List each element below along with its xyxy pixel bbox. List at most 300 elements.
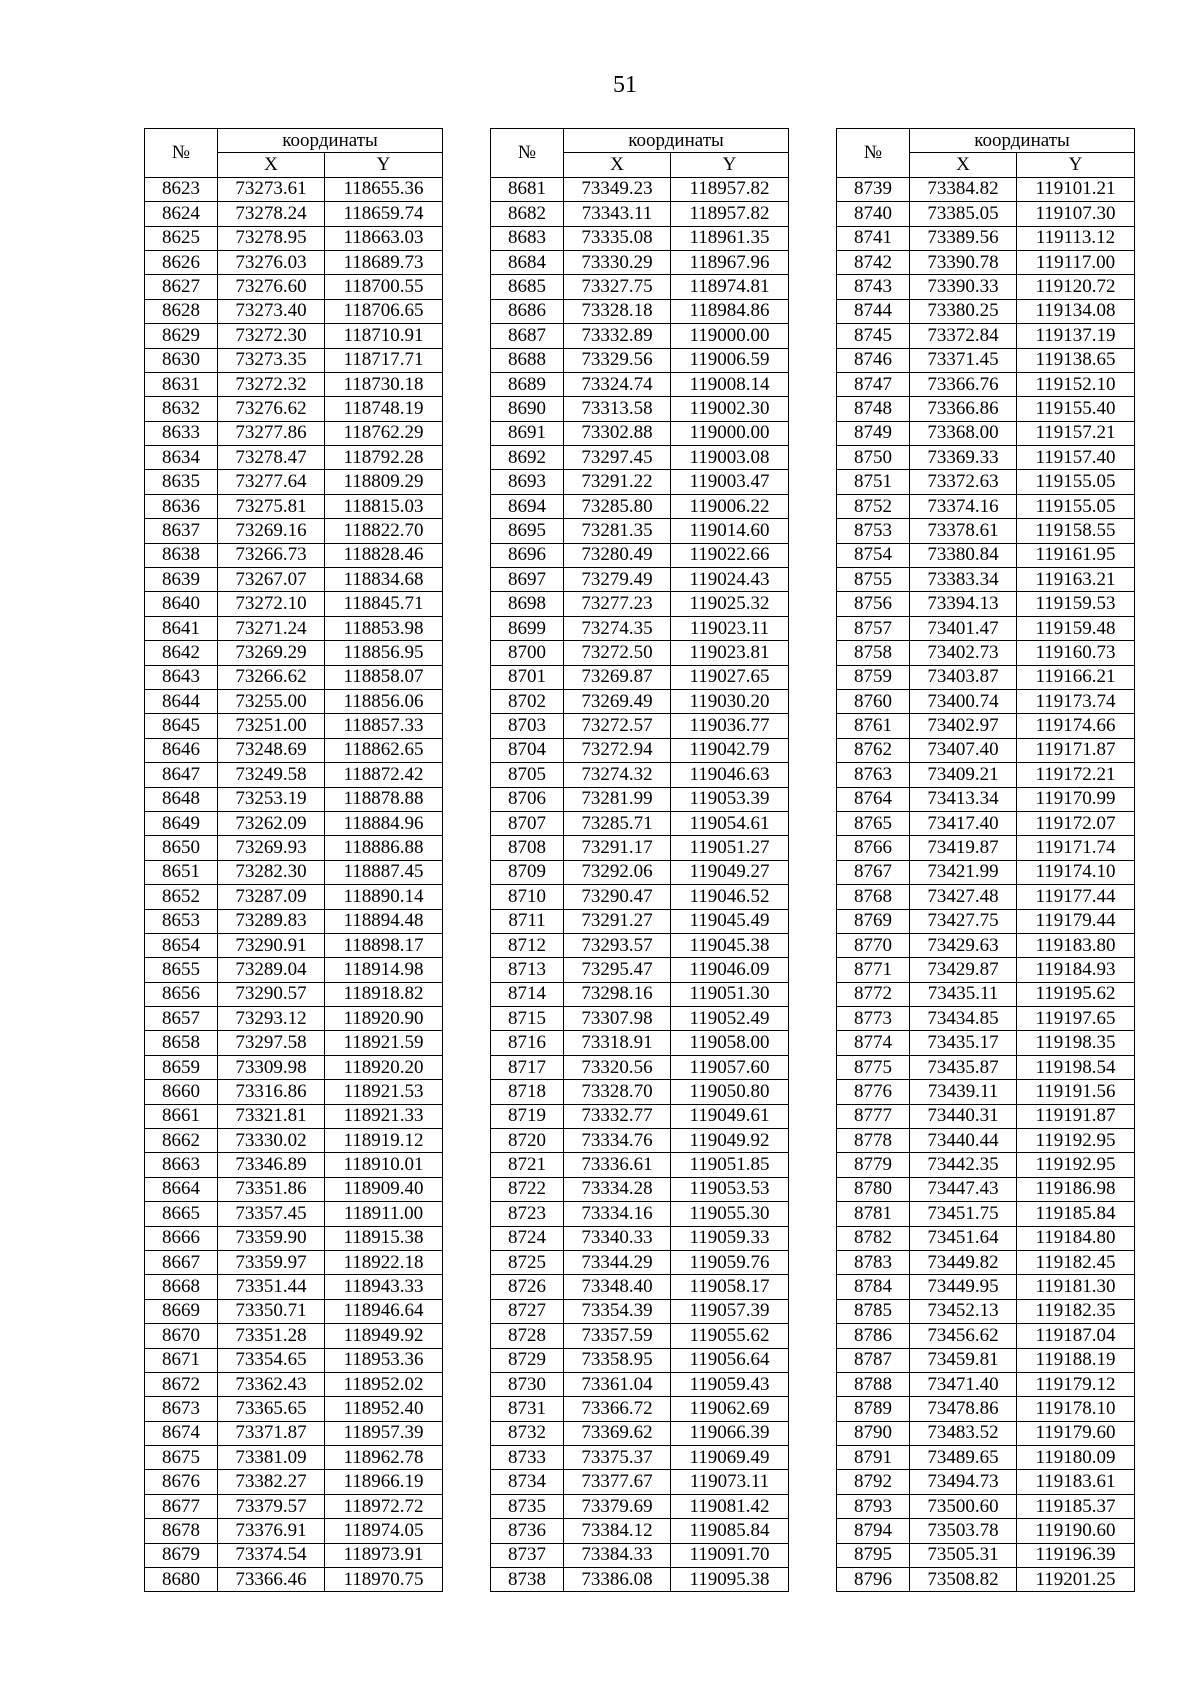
- table-row: [491, 885, 789, 909]
- x-coordinate-cell: 73275.81: [218, 494, 325, 518]
- y-coordinate-cell: 118890.14: [325, 885, 443, 909]
- y-coordinate-cell: 119184.93: [1017, 958, 1135, 982]
- point-number-cell: 8633: [145, 421, 218, 445]
- point-number-cell: 8671: [145, 1348, 218, 1372]
- y-coordinate-cell: 119051.27: [671, 836, 789, 860]
- table-row: [837, 1470, 1135, 1494]
- y-coordinate-cell: 118717.71: [325, 348, 443, 372]
- y-coordinate-cell: 118970.75: [325, 1568, 443, 1592]
- point-number-cell: 8788: [837, 1372, 910, 1396]
- point-number-cell: 8667: [145, 1250, 218, 1274]
- y-coordinate-cell: 119161.95: [1017, 543, 1135, 567]
- point-number-cell: 8709: [491, 860, 564, 884]
- x-coordinate-cell: 73289.04: [218, 958, 325, 982]
- y-coordinate-cell: 119014.60: [671, 519, 789, 543]
- point-number-cell: 8676: [145, 1470, 218, 1494]
- x-coordinate-cell: 73449.95: [910, 1275, 1017, 1299]
- point-number-cell: 8662: [145, 1129, 218, 1153]
- y-coordinate-cell: 119052.49: [671, 1007, 789, 1031]
- table-row: [145, 226, 443, 250]
- point-number-cell: 8777: [837, 1104, 910, 1128]
- point-number-cell: 8651: [145, 860, 218, 884]
- y-coordinate-cell: 119066.39: [671, 1421, 789, 1445]
- x-coordinate-cell: 73403.87: [910, 665, 1017, 689]
- point-number-cell: 8704: [491, 738, 564, 762]
- point-number-cell: 8757: [837, 616, 910, 640]
- table-row: [491, 1177, 789, 1201]
- coordinates-header: координаты: [564, 129, 789, 153]
- coordinates-table-1: [144, 128, 443, 1592]
- x-coordinate-cell: 73249.58: [218, 763, 325, 787]
- x-coordinate-cell: 73290.57: [218, 982, 325, 1006]
- table-row: [491, 1104, 789, 1128]
- point-number-cell: 8758: [837, 641, 910, 665]
- x-coordinate-cell: 73346.89: [218, 1153, 325, 1177]
- table-row: [491, 1348, 789, 1372]
- x-coordinate-cell: 73427.48: [910, 885, 1017, 909]
- table-row: [491, 616, 789, 640]
- y-coordinate-cell: 118920.20: [325, 1055, 443, 1079]
- table-row: [491, 982, 789, 1006]
- table-row: [491, 1080, 789, 1104]
- y-coordinate-cell: 119025.32: [671, 592, 789, 616]
- y-coordinate-cell: 119000.00: [671, 324, 789, 348]
- table-row: [145, 933, 443, 957]
- y-coordinate-cell: 118700.55: [325, 275, 443, 299]
- table-row: [491, 1007, 789, 1031]
- x-coordinate-cell: 73361.04: [564, 1372, 671, 1396]
- table-row: [145, 787, 443, 811]
- coordinates-table-2: [490, 128, 789, 1592]
- table-row: [145, 568, 443, 592]
- table-row: [145, 738, 443, 762]
- x-coordinate-cell: 73366.72: [564, 1397, 671, 1421]
- x-coordinate-cell: 73407.40: [910, 738, 1017, 762]
- y-coordinate-cell: 119166.21: [1017, 665, 1135, 689]
- point-number-cell: 8668: [145, 1275, 218, 1299]
- table-row: [145, 1153, 443, 1177]
- y-coordinate-cell: 119053.39: [671, 787, 789, 811]
- y-coordinate-cell: 119058.00: [671, 1031, 789, 1055]
- y-coordinate-cell: 119179.12: [1017, 1372, 1135, 1396]
- x-coordinate-cell: 73248.69: [218, 738, 325, 762]
- point-number-cell: 8773: [837, 1007, 910, 1031]
- y-coordinate-cell: 118878.88: [325, 787, 443, 811]
- point-number-cell: 8661: [145, 1104, 218, 1128]
- point-number-cell: 8744: [837, 299, 910, 323]
- y-coordinate-cell: 118689.73: [325, 250, 443, 274]
- y-coordinate-cell: 119185.84: [1017, 1202, 1135, 1226]
- y-coordinate-cell: 119059.76: [671, 1250, 789, 1274]
- point-number-cell: 8728: [491, 1324, 564, 1348]
- point-number-cell: 8734: [491, 1470, 564, 1494]
- x-header: X: [910, 153, 1017, 177]
- table-row: [145, 299, 443, 323]
- x-coordinate-cell: 73362.43: [218, 1372, 325, 1396]
- y-coordinate-cell: 119046.09: [671, 958, 789, 982]
- table-row: [837, 738, 1135, 762]
- point-number-cell: 8697: [491, 568, 564, 592]
- point-number-cell: 8675: [145, 1446, 218, 1470]
- table-row: [837, 446, 1135, 470]
- x-coordinate-cell: 73313.58: [564, 397, 671, 421]
- point-number-cell: 8691: [491, 421, 564, 445]
- y-coordinate-cell: 118911.00: [325, 1202, 443, 1226]
- y-coordinate-cell: 119073.11: [671, 1470, 789, 1494]
- x-coordinate-cell: 73255.00: [218, 689, 325, 713]
- point-number-cell: 8772: [837, 982, 910, 1006]
- x-coordinate-cell: 73435.17: [910, 1031, 1017, 1055]
- y-coordinate-cell: 119138.65: [1017, 348, 1135, 372]
- x-coordinate-cell: 73374.54: [218, 1543, 325, 1567]
- point-number-cell: 8714: [491, 982, 564, 1006]
- y-coordinate-cell: 118792.28: [325, 446, 443, 470]
- table-row: [491, 1299, 789, 1323]
- point-number-cell: 8689: [491, 372, 564, 396]
- y-coordinate-cell: 119022.66: [671, 543, 789, 567]
- y-coordinate-cell: 119173.74: [1017, 689, 1135, 713]
- point-number-cell: 8699: [491, 616, 564, 640]
- y-coordinate-cell: 118921.33: [325, 1104, 443, 1128]
- table-row: [145, 1299, 443, 1323]
- x-coordinate-cell: 73489.65: [910, 1446, 1017, 1470]
- table-row: [491, 568, 789, 592]
- point-number-cell: 8687: [491, 324, 564, 348]
- x-coordinate-cell: 73378.61: [910, 519, 1017, 543]
- x-coordinate-cell: 73278.47: [218, 446, 325, 470]
- point-number-cell: 8752: [837, 494, 910, 518]
- table-row: [491, 1055, 789, 1079]
- y-coordinate-cell: 119000.00: [671, 421, 789, 445]
- table-row: [837, 1299, 1135, 1323]
- y-coordinate-cell: 119006.22: [671, 494, 789, 518]
- y-coordinate-cell: 118974.81: [671, 275, 789, 299]
- y-coordinate-cell: 119152.10: [1017, 372, 1135, 396]
- point-number-cell: 8652: [145, 885, 218, 909]
- y-coordinate-cell: 119159.48: [1017, 616, 1135, 640]
- x-coordinate-cell: 73366.46: [218, 1568, 325, 1592]
- y-coordinate-cell: 119057.60: [671, 1055, 789, 1079]
- y-coordinate-cell: 119101.21: [1017, 177, 1135, 201]
- x-header: X: [564, 153, 671, 177]
- y-coordinate-cell: 118952.02: [325, 1372, 443, 1396]
- x-coordinate-cell: 73302.88: [564, 421, 671, 445]
- table-row: [491, 446, 789, 470]
- table-row: [837, 1202, 1135, 1226]
- table-row: [145, 665, 443, 689]
- y-coordinate-cell: 118952.40: [325, 1397, 443, 1421]
- table-row: [837, 1372, 1135, 1396]
- x-coordinate-cell: 73374.16: [910, 494, 1017, 518]
- point-number-cell: 8682: [491, 202, 564, 226]
- table-row: [837, 714, 1135, 738]
- table-row: [145, 202, 443, 226]
- x-coordinate-cell: 73384.12: [564, 1519, 671, 1543]
- x-coordinate-cell: 73269.87: [564, 665, 671, 689]
- point-number-cell: 8782: [837, 1226, 910, 1250]
- table-row: [837, 1275, 1135, 1299]
- point-number-cell: 8673: [145, 1397, 218, 1421]
- y-coordinate-cell: 118856.95: [325, 641, 443, 665]
- point-number-cell: 8644: [145, 689, 218, 713]
- x-coordinate-cell: 73279.49: [564, 568, 671, 592]
- point-number-cell: 8783: [837, 1250, 910, 1274]
- x-coordinate-cell: 73287.09: [218, 885, 325, 909]
- y-coordinate-cell: 119181.30: [1017, 1275, 1135, 1299]
- x-coordinate-cell: 73269.49: [564, 689, 671, 713]
- x-coordinate-cell: 73344.29: [564, 1250, 671, 1274]
- x-coordinate-cell: 73273.35: [218, 348, 325, 372]
- y-coordinate-cell: 118966.19: [325, 1470, 443, 1494]
- point-number-cell: 8663: [145, 1153, 218, 1177]
- point-number-cell: 8711: [491, 909, 564, 933]
- y-coordinate-cell: 118915.38: [325, 1226, 443, 1250]
- table-row: [491, 665, 789, 689]
- point-number-cell: 8786: [837, 1324, 910, 1348]
- x-coordinate-cell: 73272.10: [218, 592, 325, 616]
- x-coordinate-cell: 73273.40: [218, 299, 325, 323]
- point-number-cell: 8665: [145, 1202, 218, 1226]
- y-coordinate-cell: 118943.33: [325, 1275, 443, 1299]
- x-coordinate-cell: 73384.33: [564, 1543, 671, 1567]
- x-coordinate-cell: 73483.52: [910, 1421, 1017, 1445]
- y-coordinate-cell: 118862.65: [325, 738, 443, 762]
- point-number-cell: 8631: [145, 372, 218, 396]
- table-row: [145, 177, 443, 201]
- table-row: [837, 1104, 1135, 1128]
- table-row: [837, 226, 1135, 250]
- y-coordinate-cell: 119174.66: [1017, 714, 1135, 738]
- table-row: [837, 494, 1135, 518]
- x-coordinate-cell: 73351.86: [218, 1177, 325, 1201]
- x-coordinate-cell: 73451.64: [910, 1226, 1017, 1250]
- x-coordinate-cell: 73447.43: [910, 1177, 1017, 1201]
- table-row: [837, 1421, 1135, 1445]
- point-number-cell: 8630: [145, 348, 218, 372]
- x-coordinate-cell: 73451.75: [910, 1202, 1017, 1226]
- point-number-cell: 8761: [837, 714, 910, 738]
- point-number-cell: 8632: [145, 397, 218, 421]
- x-coordinate-cell: 73456.62: [910, 1324, 1017, 1348]
- point-number-cell: 8685: [491, 275, 564, 299]
- y-coordinate-cell: 119198.54: [1017, 1055, 1135, 1079]
- y-coordinate-cell: 119045.38: [671, 933, 789, 957]
- table-row: [145, 470, 443, 494]
- table-row: [145, 324, 443, 348]
- point-number-cell: 8765: [837, 811, 910, 835]
- x-coordinate-cell: 73365.65: [218, 1397, 325, 1421]
- table-row: [145, 421, 443, 445]
- y-coordinate-cell: 119183.61: [1017, 1470, 1135, 1494]
- point-number-cell: 8660: [145, 1080, 218, 1104]
- table-row: [837, 1177, 1135, 1201]
- x-coordinate-cell: 73500.60: [910, 1494, 1017, 1518]
- table-row: [837, 1543, 1135, 1567]
- y-coordinate-cell: 118957.82: [671, 202, 789, 226]
- x-coordinate-cell: 73274.32: [564, 763, 671, 787]
- point-number-cell: 8659: [145, 1055, 218, 1079]
- x-coordinate-cell: 73440.44: [910, 1129, 1017, 1153]
- point-number-cell: 8760: [837, 689, 910, 713]
- x-coordinate-cell: 73336.61: [564, 1153, 671, 1177]
- y-coordinate-cell: 119002.30: [671, 397, 789, 421]
- table-row: [491, 787, 789, 811]
- x-coordinate-cell: 73369.33: [910, 446, 1017, 470]
- table-body: [145, 177, 443, 1592]
- x-coordinate-cell: 73330.02: [218, 1129, 325, 1153]
- x-coordinate-cell: 73381.09: [218, 1446, 325, 1470]
- table-row: [837, 275, 1135, 299]
- table-row: [491, 226, 789, 250]
- x-coordinate-cell: 73298.16: [564, 982, 671, 1006]
- table-row: [145, 1007, 443, 1031]
- x-coordinate-cell: 73429.87: [910, 958, 1017, 982]
- point-number-cell: 8635: [145, 470, 218, 494]
- y-coordinate-cell: 118853.98: [325, 616, 443, 640]
- y-coordinate-cell: 119198.35: [1017, 1031, 1135, 1055]
- x-coordinate-cell: 73272.30: [218, 324, 325, 348]
- y-coordinate-cell: 119159.53: [1017, 592, 1135, 616]
- x-coordinate-cell: 73386.08: [564, 1568, 671, 1592]
- x-coordinate-cell: 73295.47: [564, 958, 671, 982]
- y-coordinate-cell: 119155.05: [1017, 470, 1135, 494]
- x-coordinate-cell: 73329.56: [564, 348, 671, 372]
- point-number-cell: 8766: [837, 836, 910, 860]
- x-coordinate-cell: 73297.58: [218, 1031, 325, 1055]
- point-number-cell: 8736: [491, 1519, 564, 1543]
- table-row: [491, 397, 789, 421]
- y-coordinate-cell: 119188.19: [1017, 1348, 1135, 1372]
- point-number-cell: 8649: [145, 811, 218, 835]
- x-coordinate-cell: 73273.61: [218, 177, 325, 201]
- table-row: [837, 689, 1135, 713]
- point-number-cell: 8681: [491, 177, 564, 201]
- y-coordinate-cell: 119187.04: [1017, 1324, 1135, 1348]
- table-row: [491, 1129, 789, 1153]
- x-coordinate-cell: 73442.35: [910, 1153, 1017, 1177]
- point-number-cell: 8745: [837, 324, 910, 348]
- point-number-cell: 8723: [491, 1202, 564, 1226]
- y-coordinate-cell: 119170.99: [1017, 787, 1135, 811]
- y-coordinate-cell: 119113.12: [1017, 226, 1135, 250]
- y-coordinate-cell: 118828.46: [325, 543, 443, 567]
- x-coordinate-cell: 73318.91: [564, 1031, 671, 1055]
- table-row: [491, 860, 789, 884]
- y-coordinate-cell: 118845.71: [325, 592, 443, 616]
- x-coordinate-cell: 73272.32: [218, 372, 325, 396]
- table-row: [145, 1226, 443, 1250]
- y-coordinate-cell: 119184.80: [1017, 1226, 1135, 1250]
- y-coordinate-cell: 119057.39: [671, 1299, 789, 1323]
- table-row: [837, 397, 1135, 421]
- table-row: [837, 421, 1135, 445]
- table-row: [837, 1226, 1135, 1250]
- point-number-cell: 8789: [837, 1397, 910, 1421]
- y-coordinate-cell: 118973.91: [325, 1543, 443, 1567]
- table-row: [145, 1397, 443, 1421]
- table-row: [837, 1080, 1135, 1104]
- point-number-cell: 8627: [145, 275, 218, 299]
- table-row: [145, 1055, 443, 1079]
- x-coordinate-cell: 73278.95: [218, 226, 325, 250]
- point-number-cell: 8791: [837, 1446, 910, 1470]
- point-number-cell: 8656: [145, 982, 218, 1006]
- table-row: [491, 1568, 789, 1592]
- point-number-cell: 8739: [837, 177, 910, 201]
- point-number-cell: 8719: [491, 1104, 564, 1128]
- table-row: [837, 1348, 1135, 1372]
- y-coordinate-cell: 119183.80: [1017, 933, 1135, 957]
- table-row: [145, 885, 443, 909]
- table-row: [145, 982, 443, 1006]
- table-row: [491, 714, 789, 738]
- table-row: [837, 933, 1135, 957]
- y-coordinate-cell: 118872.42: [325, 763, 443, 787]
- point-number-cell: 8755: [837, 568, 910, 592]
- point-number-cell: 8680: [145, 1568, 218, 1592]
- y-coordinate-cell: 119050.80: [671, 1080, 789, 1104]
- y-coordinate-cell: 118858.07: [325, 665, 443, 689]
- point-number-cell: 8706: [491, 787, 564, 811]
- x-coordinate-cell: 73321.81: [218, 1104, 325, 1128]
- point-number-cell: 8629: [145, 324, 218, 348]
- point-number-cell: 8692: [491, 446, 564, 470]
- point-number-cell: 8674: [145, 1421, 218, 1445]
- x-coordinate-cell: 73357.45: [218, 1202, 325, 1226]
- point-number-cell: 8715: [491, 1007, 564, 1031]
- y-coordinate-cell: 119177.44: [1017, 885, 1135, 909]
- table-row: [145, 1250, 443, 1274]
- point-number-cell: 8672: [145, 1372, 218, 1396]
- y-coordinate-cell: 119157.40: [1017, 446, 1135, 470]
- point-number-cell: 8727: [491, 1299, 564, 1323]
- number-header: №: [491, 129, 564, 178]
- point-number-cell: 8702: [491, 689, 564, 713]
- y-coordinate-cell: 118984.86: [671, 299, 789, 323]
- y-coordinate-cell: 119155.40: [1017, 397, 1135, 421]
- y-coordinate-cell: 119003.08: [671, 446, 789, 470]
- point-number-cell: 8634: [145, 446, 218, 470]
- y-coordinate-cell: 118762.29: [325, 421, 443, 445]
- x-coordinate-cell: 73508.82: [910, 1568, 1017, 1592]
- y-coordinate-cell: 118949.92: [325, 1324, 443, 1348]
- table-row: [491, 1494, 789, 1518]
- table-row: [491, 1202, 789, 1226]
- x-coordinate-cell: 73316.86: [218, 1080, 325, 1104]
- y-coordinate-cell: 118910.01: [325, 1153, 443, 1177]
- x-coordinate-cell: 73389.56: [910, 226, 1017, 250]
- y-coordinate-cell: 118974.05: [325, 1519, 443, 1543]
- point-number-cell: 8735: [491, 1494, 564, 1518]
- y-header: Y: [325, 153, 443, 177]
- table-row: [491, 177, 789, 201]
- y-coordinate-cell: 119174.10: [1017, 860, 1135, 884]
- y-coordinate-cell: 118834.68: [325, 568, 443, 592]
- y-coordinate-cell: 119134.08: [1017, 299, 1135, 323]
- table-row: [145, 1543, 443, 1567]
- table-row: [491, 1421, 789, 1445]
- point-number-cell: 8717: [491, 1055, 564, 1079]
- number-header: №: [145, 129, 218, 178]
- table-row: [837, 1031, 1135, 1055]
- y-coordinate-cell: 119171.74: [1017, 836, 1135, 860]
- y-coordinate-cell: 119024.43: [671, 568, 789, 592]
- table-row: [837, 592, 1135, 616]
- x-coordinate-cell: 73272.50: [564, 641, 671, 665]
- point-number-cell: 8650: [145, 836, 218, 860]
- x-coordinate-cell: 73276.62: [218, 397, 325, 421]
- x-coordinate-cell: 73409.21: [910, 763, 1017, 787]
